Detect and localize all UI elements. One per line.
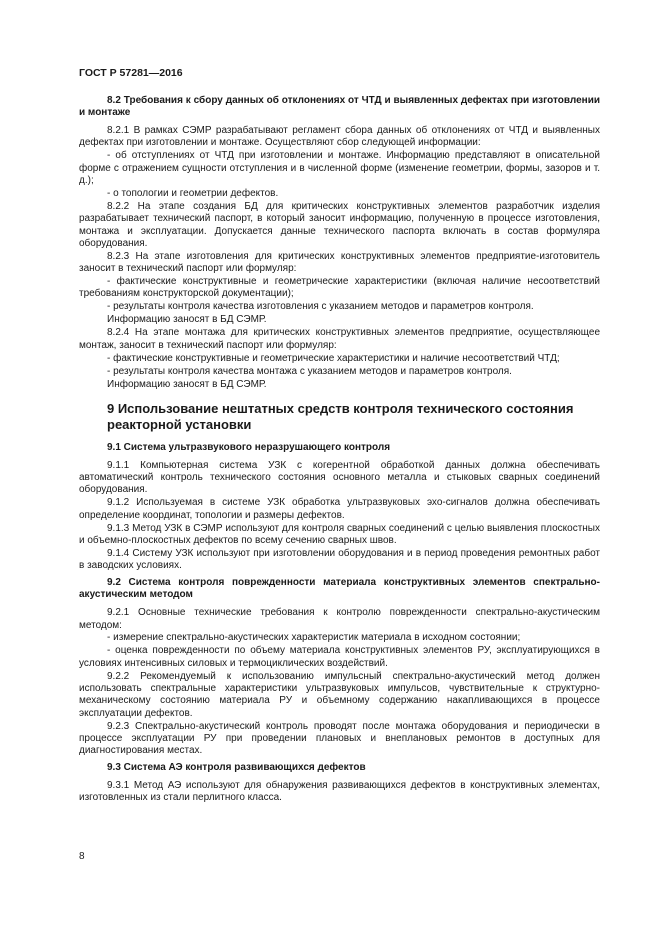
list-item: - измерение спектрально-акустических характеристик материала в исходном состоянии; — [107, 632, 521, 644]
paragraph-8-2-1: 8.2.1 В рамках СЭМР разрабатывают регламент сбора данных об отклонениях от ЧТД и выявленных дефектах при изготовлении и монтаже. Осуществляют сбор следующей информации: — [79, 125, 600, 149]
paragraph-8-2-4: 8.2.4 На этапе монтажа для критических конструктивных элементов предприятие, осуществляющее монтаж, заносит в технический паспорт или формуляр: — [79, 327, 600, 351]
section-9-2-heading: 9.2 Система контроля поврежденности материала конструктивных элементов спектрально-акустическим методом — [79, 577, 600, 601]
list-item: - фактические конструктивные и геометрические характеристики (включая наличие несоответствий требованиям конструкторской документации); — [79, 276, 600, 300]
paragraph-9-1-2: 9.1.2 Используемая в системе УЗК обработка ультразвуковых эхо-сигналов должна обеспечивать определение координат, топологии и размеры дефектов. — [79, 497, 600, 521]
document-header: ГОСТ Р 57281—2016 — [79, 67, 183, 79]
list-item: - фактические конструктивные и геометрические характеристики и наличие несоответствий ЧТД; — [107, 352, 560, 364]
paragraph-9-1-3: 9.1.3 Метод УЗК в СЭМР используют для контроля сварных соединений с целью выявления плоскостных и объемно-плоскостных дефектов по всему сечению сварных швов. — [79, 522, 600, 546]
list-item: - результаты контроля качества изготовления с указанием методов и параметров контроля. — [107, 301, 534, 313]
paragraph-9-1-1: 9.1.1 Компьютерная система УЗК с когерентной обработкой данных должна обеспечивать автоматический контроль технического состояния основного металла и стыковых сварных соединений оборудования. — [79, 459, 600, 496]
list-item: Информацию заносят в БД СЭМР. — [107, 314, 267, 326]
list-item: - об отступлениях от ЧТД при изготовлении и монтаже. Информацию представляют в описательной форме с отражением сущности отступления и в численной форме (изменение геометрии, формы, зазоров и т. д.); — [79, 150, 600, 186]
paragraph-9-2-3: 9.2.3 Спектрально-акустический контроль проводят после монтажа оборудования и периодически в процессе эксплуатации РУ при проведении плановых и внеплановых ремонтов в доступных для диагностирования местах. — [79, 720, 600, 757]
paragraph-9-3-1: 9.3.1 Метод АЭ используют для обнаружения развивающихся дефектов в конструктивных элементах, изготовленных из стали перлитного класса. — [79, 780, 600, 804]
paragraph-9-2-1: 9.2.1 Основные технические требования к контролю поврежденности спектрально-акустическим методом: — [79, 607, 600, 631]
section-9-heading: 9 Использование нештатных средств контроля технического состояния реакторной установки — [107, 400, 574, 432]
paragraph-8-2-3: 8.2.3 На этапе изготовления для критических конструктивных элементов предприятие-изготовитель заносит в технический паспорт или формуляр: — [79, 250, 600, 275]
section-9-1-heading: 9.1 Система ультразвукового неразрушающего контроля — [107, 441, 391, 453]
paragraph-8-2-2: 8.2.2 На этапе создания БД для критических конструктивных элементов разработчик изделия разрабатывает технический паспорт, в который заносит информацию, полученную в процессе изготовления, монтажа и эксплуатации. Допускается данные технического паспорта включать в состав формуляра оборудования. — [79, 200, 600, 249]
section-8-2-heading: 8.2 Требования к сбору данных об отклонениях от ЧТД и выявленных дефектах при изготовлении и монтаже — [79, 95, 600, 119]
list-item: - оценка поврежденности по объему материала конструктивных элементов РУ, эксплуатирующихся в условиях интенсивных силовых и термоциклических воздействий. — [79, 645, 600, 669]
document-body — [79, 95, 600, 805]
list-item: - результаты контроля качества монтажа с указанием методов и параметров контроля. — [107, 365, 512, 377]
list-item: - о топологии и геометрии дефектов. — [107, 187, 279, 199]
page-number: 8 — [79, 851, 85, 862]
paragraph-9-1-4: 9.1.4 Систему УЗК используют при изготовлении оборудования и в период проведения ремонтных работ в заводских условиях. — [79, 547, 600, 572]
paragraph-9-2-2: 9.2.2 Рекомендуемый к использованию импульсный спектрально-акустический метод должен использовать спектральные характеристики ультразвуковых импульсов, чувствительные к структурно-механическому состоянию материала РУ и объемному содержанию накапливающихся в процессе эксплуатации дефектов. — [79, 670, 600, 719]
section-9-3-heading: 9.3 Система АЭ контроля развивающихся дефектов — [107, 762, 366, 774]
list-item: Информацию заносят в БД СЭМР. — [107, 378, 267, 390]
